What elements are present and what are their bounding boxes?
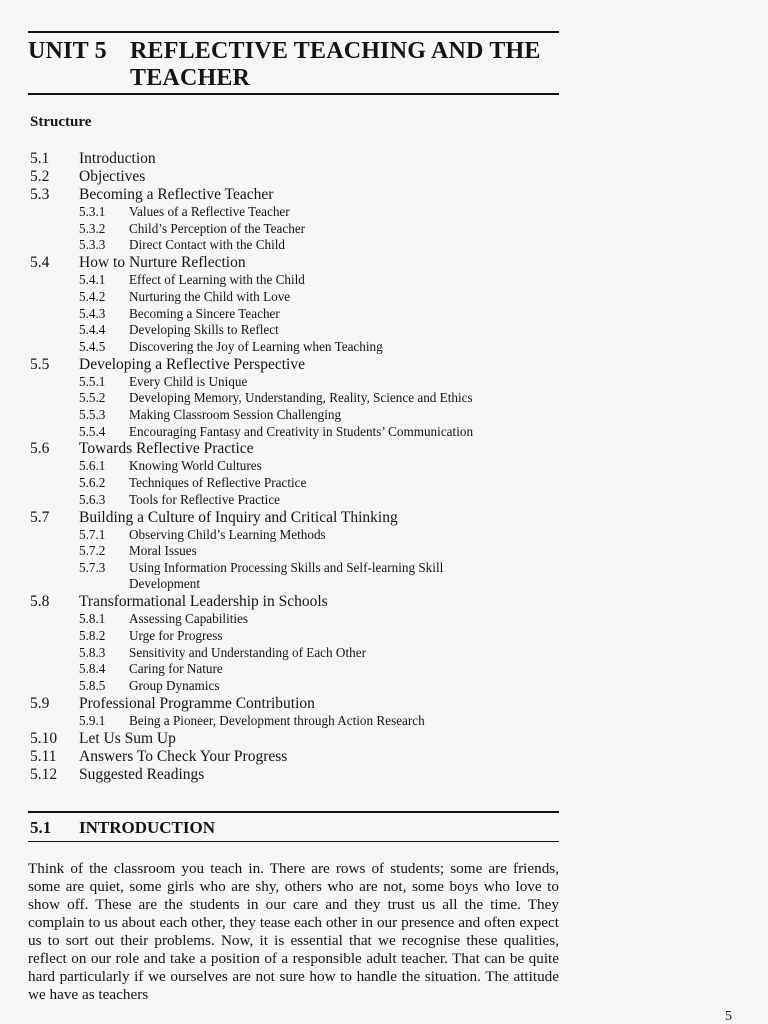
toc-title: Tools for Reflective Practice bbox=[129, 491, 281, 507]
toc-number: 5.4.2 bbox=[79, 288, 106, 304]
toc-number: 5.4.4 bbox=[79, 322, 106, 338]
toc-number: 5.8.3 bbox=[79, 644, 106, 660]
toc-title: Encouraging Fantasy and Creativity in Students’ Communication bbox=[129, 423, 474, 439]
toc-title: Moral Issues bbox=[129, 543, 197, 559]
toc-title: Assessing Capabilities bbox=[129, 611, 249, 627]
toc-number: 5.4.5 bbox=[79, 338, 106, 354]
toc-title: Becoming a Sincere Teacher bbox=[129, 305, 280, 321]
toc-title: Introduction bbox=[79, 150, 156, 167]
toc-number: 5.2 bbox=[30, 168, 50, 185]
toc-number: 5.7.3 bbox=[79, 559, 106, 575]
toc-title: Nurturing the Child with Love bbox=[129, 288, 291, 304]
toc-number: 5.6.2 bbox=[79, 475, 106, 491]
toc-number: 5.6 bbox=[30, 440, 50, 458]
toc-number: 5.5.2 bbox=[79, 390, 106, 406]
toc-title: Developing a Reflective Perspective bbox=[79, 355, 305, 373]
toc-title: Knowing World Cultures bbox=[129, 458, 262, 474]
toc-title: Towards Reflective Practice bbox=[79, 440, 254, 458]
toc-number: 5.7.1 bbox=[79, 526, 106, 542]
section-top-rule bbox=[28, 811, 559, 813]
structure-heading: Structure bbox=[30, 114, 92, 130]
toc-title: Answers To Check Your Progress bbox=[79, 747, 288, 765]
toc-number: 5.1 bbox=[30, 150, 50, 167]
toc-title: Using Information Processing Skills and Self-learning Skill bbox=[129, 559, 444, 575]
toc-number: 5.6.1 bbox=[79, 458, 106, 474]
toc-title: Becoming a Reflective Teacher bbox=[79, 186, 274, 203]
toc-title: Suggested Readings bbox=[79, 765, 205, 783]
unit-number: UNIT 5 bbox=[28, 38, 107, 64]
toc-title: Professional Programme Contribution bbox=[79, 694, 315, 712]
toc-number: 5.7 bbox=[30, 508, 50, 526]
toc-number: 5.8.1 bbox=[79, 611, 106, 627]
toc-number: 5.12 bbox=[30, 765, 58, 783]
toc-number: 5.9 bbox=[30, 694, 50, 712]
toc-title: Group Dynamics bbox=[129, 678, 220, 694]
toc-title: Effect of Learning with the Child bbox=[129, 272, 305, 288]
toc-title: Objectives bbox=[79, 168, 146, 185]
toc-number: 5.3 bbox=[30, 186, 50, 203]
title-underline bbox=[28, 93, 559, 95]
toc-title: Urge for Progress bbox=[129, 628, 223, 643]
toc-number: 5.5 bbox=[30, 355, 50, 373]
toc-number: 5.8 bbox=[30, 593, 50, 611]
toc-title: Developing Memory, Understanding, Reality, Science and Ethics bbox=[129, 390, 473, 406]
toc-number: 5.9.1 bbox=[79, 712, 106, 728]
toc-title: Direct Contact with the Child bbox=[129, 237, 286, 253]
toc-number: 5.3.2 bbox=[79, 220, 106, 236]
toc-title: Child’s Perception of the Teacher bbox=[129, 220, 306, 236]
toc-number: 5.7.2 bbox=[79, 543, 106, 559]
toc-number: 5.5.1 bbox=[79, 373, 106, 389]
toc-title: Making Classroom Session Challenging bbox=[129, 407, 342, 422]
toc-number: 5.4.3 bbox=[79, 305, 106, 321]
toc-title: Developing Skills to Reflect bbox=[129, 322, 279, 338]
toc-number: 5.5.4 bbox=[79, 423, 106, 439]
toc-title: Sensitivity and Understanding of Each Other bbox=[129, 644, 366, 660]
toc-number: 5.4 bbox=[30, 254, 50, 272]
toc-number: 5.4.1 bbox=[79, 272, 106, 288]
section-bottom-rule bbox=[28, 841, 559, 842]
toc-title: Caring for Nature bbox=[129, 661, 223, 677]
toc-title: Techniques of Reflective Practice bbox=[129, 475, 307, 491]
page-number: 5 bbox=[725, 1009, 732, 1024]
toc-number: 5.5.3 bbox=[79, 407, 106, 422]
toc-title: Discovering the Joy of Learning when Teaching bbox=[129, 338, 383, 354]
unit-title-text: REFLECTIVE TEACHING AND THE TEACHER bbox=[130, 38, 541, 91]
toc-number: 5.8.5 bbox=[79, 678, 106, 694]
toc-title: Every Child is Unique bbox=[129, 373, 248, 389]
toc-title: Let Us Sum Up bbox=[79, 729, 176, 747]
toc-title: Building a Culture of Inquiry and Critical Thinking bbox=[79, 508, 398, 526]
toc-number: 5.3.3 bbox=[79, 237, 106, 253]
toc-title: Observing Child’s Learning Methods bbox=[129, 526, 326, 542]
toc-number: 5.11 bbox=[30, 747, 57, 765]
section-number: 5.1 bbox=[30, 818, 52, 837]
toc-number: 5.3.1 bbox=[79, 204, 106, 219]
section-title: INTRODUCTION bbox=[79, 818, 216, 837]
toc-number: 5.6.3 bbox=[79, 491, 106, 507]
toc-title: How to Nurture Reflection bbox=[79, 254, 246, 272]
toc-number: 5.8.2 bbox=[79, 628, 106, 643]
toc-title: Transformational Leadership in Schools bbox=[79, 593, 328, 611]
body-paragraph: Think of the classroom you teach in. There are rows of students; some are friends, some are quiet, some girls who are shy, others who are not, some boys who love to show off. These are the students in our care and they trust us all the time. They complain to us about each other, they tease each other in our presence and often expect us to sort out their problems. Now, it is essential that we recognise these qualities, reflect on our role and take a position of a responsible adult teacher. That can be quite hard particularly if we ourselves are not sure how to handle the situation. The attitude we have as teachers bbox=[28, 860, 559, 1003]
toc-title-continued: Development bbox=[129, 575, 201, 591]
toc-title: Values of a Reflective Teacher bbox=[129, 204, 290, 219]
top-rule bbox=[28, 31, 559, 33]
toc-number: 5.10 bbox=[30, 729, 58, 747]
toc-title: Being a Pioneer, Development through Action Research bbox=[129, 712, 425, 728]
toc-number: 5.8.4 bbox=[79, 661, 106, 677]
